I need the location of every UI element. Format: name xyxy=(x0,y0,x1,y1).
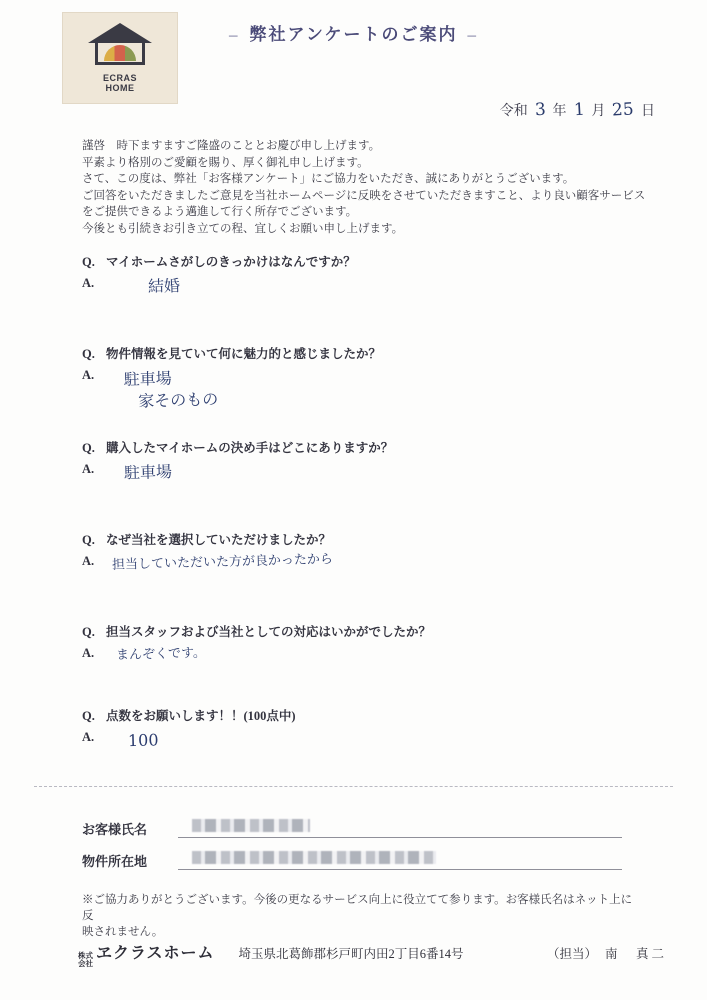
question-marker: Q. xyxy=(82,709,95,723)
company-type-line1: 株式 xyxy=(78,951,93,960)
privacy-note xyxy=(82,892,642,940)
qa-item-4 xyxy=(82,530,662,572)
question-text: 購入したマイホームの決め手はどこにありますか？ xyxy=(106,441,394,455)
title-dash-right: – xyxy=(467,25,478,44)
qa-item-1 xyxy=(82,252,662,298)
title-dash-left: – xyxy=(229,25,240,44)
customer-address-field xyxy=(178,850,622,870)
qa-item-3 xyxy=(82,438,662,484)
staff-name: 南 真二 xyxy=(604,947,667,961)
qa-item-6 xyxy=(82,706,662,752)
answer-marker: A. xyxy=(82,646,95,660)
privacy-note-line: 映されません。 xyxy=(82,926,164,938)
qa-item-5 xyxy=(82,622,662,664)
customer-info xyxy=(82,818,622,882)
redacted-name xyxy=(192,819,310,832)
title-text: 弊社アンケートのご案内 xyxy=(249,25,458,44)
date-year-unit: 年 xyxy=(552,104,567,119)
date-day-unit: 日 xyxy=(641,104,655,119)
qa-item-2 xyxy=(82,344,662,412)
date-year-value: 3 xyxy=(534,99,547,121)
answer-text: 駐車場 xyxy=(123,462,173,483)
privacy-note-line: ※ご協力ありがとうございます。今後の更なるサービス向上に役立てて参ります。お客様氏名はネット上に反 xyxy=(82,894,633,922)
greeting-line: ご回答をいただきましたご意見を当社ホームページに反映をさせていただきますこと、より良い顧客サービス xyxy=(82,189,646,202)
staff-label: （担当） xyxy=(546,947,597,961)
customer-address-row xyxy=(82,850,622,870)
customer-name-row xyxy=(82,818,622,838)
company-type-prefix xyxy=(78,952,93,968)
page-title xyxy=(0,20,707,45)
date-month-unit: 月 xyxy=(591,104,606,119)
date-line xyxy=(500,100,655,120)
question-text: 担当スタッフおよび当社としての対応はいかがでしたか？ xyxy=(106,625,432,639)
company-address: 埼玉県北葛飾郡杉戸町内田2丁目6番14号 xyxy=(238,947,464,961)
answer-text: 担当していただいた方が良かったから xyxy=(111,552,334,573)
greeting-line: 今後とも引続きお引き立ての程、宜しくお願い申し上げます。 xyxy=(82,222,404,235)
greeting-line: 平素より格別のご愛顧を賜り、厚く御礼申し上げます。 xyxy=(82,156,369,169)
redacted-address xyxy=(192,851,436,864)
question-marker: Q. xyxy=(82,533,95,547)
greeting-line: さて、この度は、弊社「お客様アンケート」にご協力をいただき、誠にありがとうございます。 xyxy=(82,173,575,185)
greeting-line: をご提供できるよう邁進して行く所存でございます。 xyxy=(82,206,358,218)
date-day-value: 25 xyxy=(611,99,635,121)
question-text: なぜ当社を選択していただけましたか？ xyxy=(106,533,332,547)
section-divider xyxy=(34,786,673,787)
staff-info xyxy=(547,944,667,962)
answer-text: 結婚 xyxy=(147,276,181,296)
date-era: 令和 xyxy=(499,104,528,119)
question-marker: Q. xyxy=(82,625,95,639)
question-marker: Q. xyxy=(82,347,95,361)
answer-text: 駐車場 xyxy=(123,368,172,389)
logo-sub: HOME xyxy=(105,83,135,93)
answer-marker: A. xyxy=(82,554,95,568)
answer-text-line2: 家そのもの xyxy=(138,389,219,411)
greeting-line: 謹啓 時下ますますご隆盛のこととお慶び申し上げます。 xyxy=(82,140,381,152)
answer-text: まんぞくです。 xyxy=(115,645,207,664)
answer-marker: A. xyxy=(82,462,95,476)
customer-name-field xyxy=(178,818,622,838)
question-marker: Q. xyxy=(82,255,95,269)
question-text: 点数をお願いします！！(100点中) xyxy=(106,709,296,723)
company-type-line2: 会社 xyxy=(78,959,93,968)
question-text: マイホームさがしのきっかけはなんですか？ xyxy=(106,255,356,269)
date-month-value: 1 xyxy=(573,99,585,121)
customer-address-label: 物件所在地 xyxy=(82,853,148,869)
answer-marker: A. xyxy=(82,276,95,290)
answer-text: 100 xyxy=(127,730,159,751)
greeting-block xyxy=(82,138,646,237)
customer-name-label: お客様氏名 xyxy=(82,821,148,837)
answer-marker: A. xyxy=(82,368,95,382)
answer-marker: A. xyxy=(82,730,95,744)
logo-name: ECRAS xyxy=(102,72,137,83)
company-name: ヱクラスホーム xyxy=(96,945,215,962)
footer xyxy=(78,940,667,968)
question-text: 物件情報を見ていて何に魅力的と感じましたか？ xyxy=(106,347,382,361)
question-marker: Q. xyxy=(82,441,95,455)
